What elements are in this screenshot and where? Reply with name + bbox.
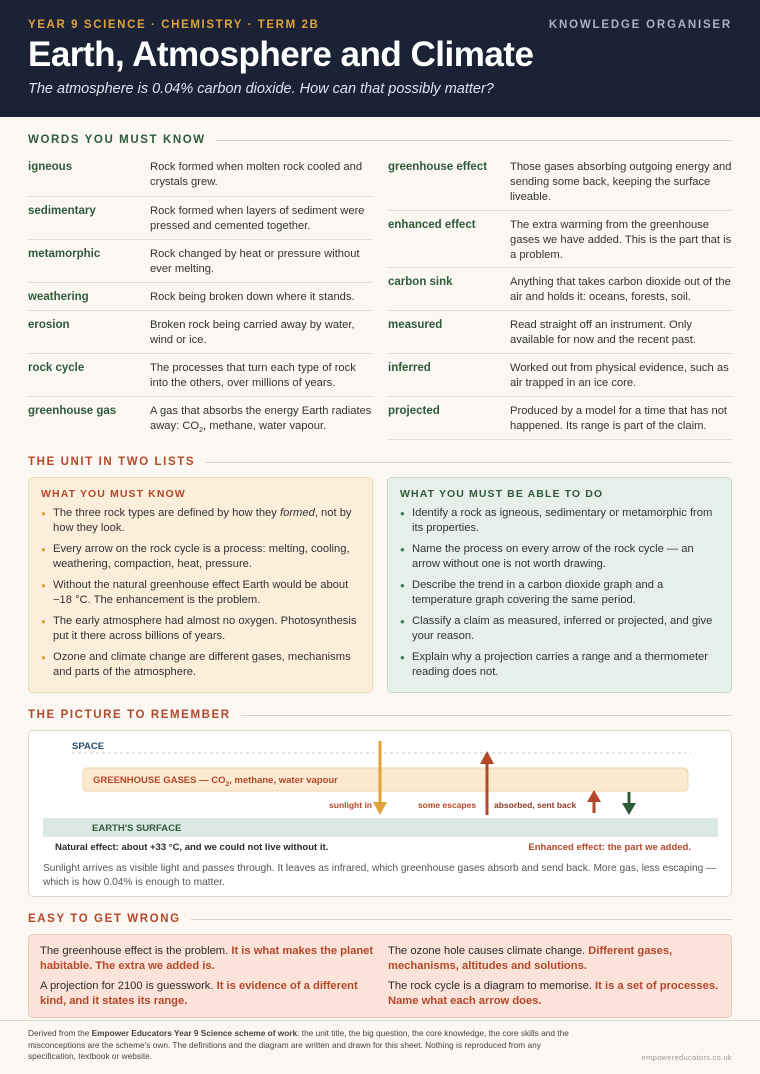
vocab-definition: Anything that takes carbon dioxide out of the air and holds it: oceans, forests, soil. xyxy=(510,276,731,303)
vocab-definition: Rock formed when layers of sediment were pressed and cemented together. xyxy=(150,205,365,232)
footer-text: Derived from the xyxy=(28,1028,92,1038)
some-escapes-label: some escapes xyxy=(417,800,477,810)
vocab-list-right xyxy=(388,153,732,440)
vocab-row xyxy=(28,283,372,311)
misconception-item xyxy=(40,979,375,1009)
vocab-row xyxy=(388,354,732,397)
vocab-term: projected xyxy=(388,405,440,417)
space-label: SPACE xyxy=(72,741,105,752)
section-heading-wrong xyxy=(28,913,732,925)
vocab-list-left xyxy=(28,153,372,440)
list-item xyxy=(41,506,360,536)
section-rule xyxy=(191,919,732,920)
list-item: ● Every arrow on the rock cycle is a process: melting, cooling, weathering, compaction, heat, pressure. xyxy=(41,542,360,572)
footer-url: empowereducators.co.uk xyxy=(641,1053,732,1062)
vocab-definition xyxy=(150,404,372,434)
vocab-definition: Produced by a model for a time that has not happened. Its range is part of the claim. xyxy=(510,405,728,432)
vocab-row xyxy=(388,153,732,211)
vocab-term: sedimentary xyxy=(28,205,96,217)
list-item-text: , not by how they look. xyxy=(53,507,352,534)
list-item: ● Describe the trend in a carbon dioxide graph and a temperature graph covering the same period. xyxy=(400,578,719,608)
definition-text: , methane, water vapour. xyxy=(203,420,327,432)
vocab-row xyxy=(28,311,372,354)
emphasis-text: formed xyxy=(279,507,315,519)
misconception-claim: The greenhouse effect is the problem. xyxy=(40,945,232,957)
vocab-row xyxy=(28,354,372,397)
vocab-term: carbon sink xyxy=(388,276,453,288)
definition-text: A gas that absorbs the energy Earth radiates away: CO xyxy=(150,405,372,432)
document-type-label: KNOWLEDGE ORGANISER xyxy=(548,19,732,31)
vocab-row xyxy=(28,240,372,283)
vocab-row xyxy=(28,153,372,197)
list-item: ● Ozone and climate change are different gases, mechanisms and parts of the atmosphere. xyxy=(41,650,360,680)
section-heading-words xyxy=(28,134,732,146)
gases-label-text: GREENHOUSE GASES — CO xyxy=(93,775,226,786)
must-know-box xyxy=(28,477,373,693)
enhanced-effect-label: Enhanced effect: the part we added. xyxy=(528,842,691,853)
natural-effect-label: Natural effect: about +33 °C, and we could not live without it. xyxy=(55,842,329,853)
vocab-term: igneous xyxy=(28,161,73,173)
sent-back-up-arrow-head xyxy=(587,790,601,802)
vocab-row xyxy=(388,268,732,311)
greenhouse-diagram xyxy=(28,730,732,897)
gases-label-text: , methane, water vapour xyxy=(229,775,338,786)
diagram-caption: Sunlight arrives as visible light and passes through. It leaves as infrared, which greenhouse gases absorb and send back. More gas, less escaping — which is how 0.04% is enough to matter. xyxy=(43,863,717,888)
sent-back-down-arrow-head xyxy=(622,803,636,815)
section-heading-unit xyxy=(28,456,732,468)
absorbed-sent-back-label: absorbed, sent back xyxy=(494,800,577,810)
misconceptions-box xyxy=(28,934,732,1018)
vocab-term: greenhouse gas xyxy=(28,405,117,417)
vocab-term: rock cycle xyxy=(28,362,85,374)
big-question: The atmosphere is 0.04% carbon dioxide. How can that possibly matter? xyxy=(28,81,494,97)
misconception-claim: The rock cycle is a diagram to memorise. xyxy=(388,980,596,992)
course-kicker: YEAR 9 SCIENCE · CHEMISTRY · TERM 2B xyxy=(28,19,320,31)
section-heading-unit-label: THE UNIT IN TWO LISTS xyxy=(28,456,196,468)
footer-attribution xyxy=(28,1028,588,1063)
subscript: 2 xyxy=(199,427,204,435)
misconception-correction: Different gases, mechanisms, altitudes and solutions. xyxy=(388,945,673,972)
list-item: ● Explain why a projection carries a range and a thermometer reading does not. xyxy=(400,650,719,680)
misconception-correction: It is evidence of a different kind, and it states its range. xyxy=(40,980,358,1007)
vocab-term: enhanced effect xyxy=(388,219,476,231)
must-know-list xyxy=(41,506,360,680)
vocab-definition: The processes that turn each type of rock into the others, over millions of years. xyxy=(150,362,356,389)
page-title: Earth, Atmosphere and Climate xyxy=(28,35,534,74)
misconception-item xyxy=(388,979,723,1009)
subscript: 2 xyxy=(225,781,230,788)
sunlight-in-label: sunlight in xyxy=(329,800,372,810)
vocab-term: erosion xyxy=(28,319,70,331)
vocab-row xyxy=(388,397,732,440)
page-header xyxy=(0,0,760,117)
earth-surface-label: EARTH'S SURFACE xyxy=(92,823,182,834)
vocab-term: metamorphic xyxy=(28,248,101,260)
misconception-item xyxy=(40,944,375,974)
misconception-item xyxy=(388,944,723,974)
must-do-title: WHAT YOU MUST BE ABLE TO DO xyxy=(400,488,604,500)
vocab-definition: Worked out from physical evidence, such as air trapped in an ice core. xyxy=(510,362,729,389)
must-do-box xyxy=(387,477,732,693)
vocab-term: measured xyxy=(388,319,443,331)
section-heading-picture-label: THE PICTURE TO REMEMBER xyxy=(28,709,231,721)
list-item: ● The early atmosphere had almost no oxygen. Photosynthesis put it there across billions of years. xyxy=(41,614,360,644)
vocab-row xyxy=(388,211,732,268)
vocab-definition: Rock changed by heat or pressure without ever melting. xyxy=(150,248,360,275)
misconception-claim: A projection for 2100 is guesswork. xyxy=(40,980,217,992)
misconception-correction: It is what makes the planet habitable. The extra we added is. xyxy=(40,945,374,972)
list-item-text: The three rock types are defined by how they xyxy=(53,507,280,519)
section-rule xyxy=(216,140,732,141)
must-know-title: WHAT YOU MUST KNOW xyxy=(41,488,186,500)
section-rule xyxy=(205,462,732,463)
scheme-name: Empower Educators Year 9 Science scheme of work xyxy=(91,1028,298,1038)
list-item: ● Without the natural greenhouse effect Earth would be about −18 °C. The enhancement is the problem. xyxy=(41,578,360,608)
vocab-term: inferred xyxy=(388,362,431,374)
vocab-definition: Those gases absorbing outgoing energy and sending some back, keeping the surface liveable. xyxy=(510,161,732,203)
sunlight-arrow-head xyxy=(373,802,387,815)
misconception-claim: The ozone hole causes climate change. xyxy=(388,945,589,957)
vocab-term: greenhouse effect xyxy=(388,161,488,173)
section-heading-wrong-label: EASY TO GET WRONG xyxy=(28,913,181,925)
list-item: ● Name the process on every arrow of the rock cycle — an arrow without one is not worth drawing. xyxy=(400,542,719,572)
section-rule xyxy=(241,715,732,716)
vocab-definition: Rock formed when molten rock cooled and crystals grew. xyxy=(150,161,363,188)
list-item: ● Identify a rock as igneous, sedimentary or metamorphic from its properties. xyxy=(400,506,719,536)
vocab-definition: Broken rock being carried away by water, wind or ice. xyxy=(150,319,355,346)
vocab-row xyxy=(388,311,732,354)
footer-divider xyxy=(0,1020,760,1021)
vocab-row xyxy=(28,397,372,440)
section-heading-picture xyxy=(28,709,732,721)
vocab-definition: The extra warming from the greenhouse gases we have added. This is the part that is a problem. xyxy=(510,219,732,261)
vocab-row xyxy=(28,197,372,240)
footer-text: : the unit title, the big question, the core knowledge, the core skills and the misconceptions are the scheme's own. The definitions and the diagram are written and drawn for this sheet. Nothing is reproduced from any specification, textbook or website. xyxy=(28,1028,569,1061)
vocab-term: weathering xyxy=(28,291,89,303)
vocab-definition: Read straight off an instrument. Only available for now and the recent past. xyxy=(510,319,696,346)
vocab-definition: Rock being broken down where it stands. xyxy=(150,291,355,303)
must-do-list xyxy=(400,506,719,680)
section-heading-words-label: WORDS YOU MUST KNOW xyxy=(28,134,206,146)
list-item: ● Classify a claim as measured, inferred or projected, and give your reason. xyxy=(400,614,719,644)
misconception-correction: It is a set of processes. Name what each arrow does. xyxy=(388,980,719,1007)
